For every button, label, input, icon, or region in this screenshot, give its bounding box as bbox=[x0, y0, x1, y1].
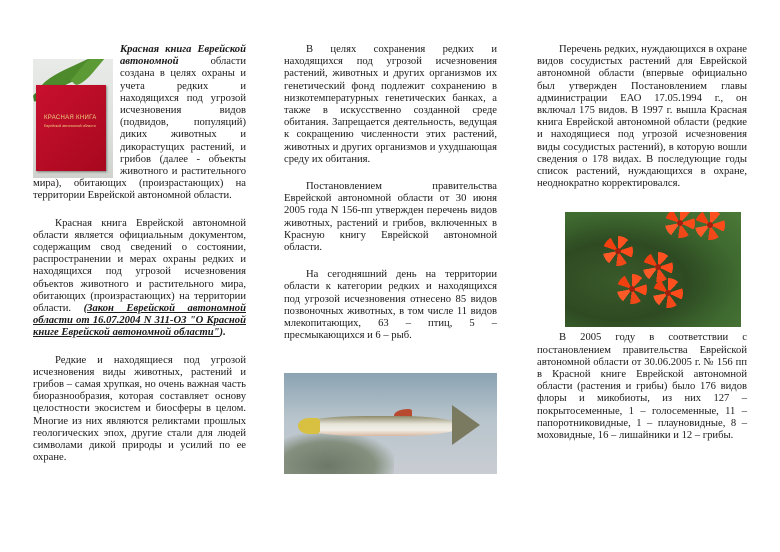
lily-flower bbox=[653, 278, 683, 308]
lily-flower bbox=[617, 274, 647, 304]
fish-tail bbox=[452, 405, 480, 445]
plant-list-history-paragraph: Перечень редких, нуждающихся в охране видов сосудистых растений для Еврейской автономной области (впервые официально был утвержден Постановлением главы администрации ЕАО 17.05.1994 г., он включал 175 видов. В 1997 г. вышла Красная книга Еврейской автономной области (редкие и находящиеся под угрозой исчезновения виды сосудистых растений), в которую вошли сведения о 178 видах. В последующие годы список растений, нуждающихся в охране, неоднократно корректировался. bbox=[537, 44, 747, 190]
lily-flower bbox=[665, 212, 695, 238]
law-open-paren: ( bbox=[83, 303, 88, 315]
vertebrates-paragraph: На сегодняшний день на территории области к категории редких и находящихся под угрозой исчезновения отнесено 85 видов позвоночных животных, в том числе 11 видов млекопитающих, 63 – птиц, 5 – пресмыкающихся и 6 – рыб. bbox=[284, 269, 497, 342]
law-link[interactable]: Закон Еврейской автономной области от 16.07.2004 N 311-ОЗ "О Красной книге Еврейской автономной области" bbox=[33, 303, 246, 339]
resolution-paragraph: Постановлением правительства Еврейской автономной области от 30 июня 2005 года N 156-пп утвержден перечень видов животных, растений и грибов, включенных в Красную книгу Еврейской автономной области. bbox=[284, 181, 497, 254]
intro-title-part1: Красная книга Еврейской bbox=[120, 44, 246, 55]
lily-flower bbox=[603, 236, 633, 266]
red-book-image bbox=[33, 59, 113, 178]
coral-plant bbox=[284, 432, 394, 474]
biodiversity-paragraph: Редкие и находящиеся под угрозой исчезновения виды животных, растений и грибов – самая хрупкая, но очень важная часть биоразнообразия, которая составляет основу целостности экосистем и биосферы в целом. Многие из них являются реликтами прошлых геологических эпох, другие стали для людей символами дикой природы и усилий по ее охране. bbox=[33, 354, 246, 464]
book-cover-title: КРАСНАЯ КНИГА bbox=[44, 115, 97, 121]
flora-2005-paragraph: В 2005 году в соответствии с постановлением правительства Еврейской автономной области от 30.06.2005 г. № 156 пп в Красной книге Еврейской автономной области (растения и грибы) было 176 видов флоры и микобиоты, из них 127 – покрытосеменные, 1 – голосеменные, 11 – папоротниковидные, 1 – плауновидные, 8 – моховидные, 16 – лишайники и 12 – грибы. bbox=[537, 332, 747, 442]
book-cover-subtitle: Еврейской автономной области bbox=[44, 124, 96, 128]
intro-text: области создана в целях охраны и учета редких и находящихся под угрозой исчезновения видов (подвидов, популяций) диких животных и дикорастущих растений, и грибов (далее - объекты животного и растительного мира), обитающих (произрастающих) на территории Еврейской автономной области. bbox=[33, 56, 246, 202]
book-cover bbox=[36, 85, 106, 171]
fish-body bbox=[298, 416, 458, 436]
lily-flowers-image bbox=[565, 212, 741, 327]
intro-title-part2: автономной bbox=[120, 56, 179, 68]
official-document-text: Красная книга Еврейской автономной области является официальным документом, содержащим свод сведений о состоянии, распространении и мерах охраны редких и находящихся под угрозой исчезновения объектов животного и растительного мира, обитающих (произрастающих) на территории области. bbox=[33, 217, 246, 315]
fish-head bbox=[298, 418, 320, 434]
column-2 bbox=[284, 44, 497, 342]
genetic-fund-paragraph: В целях сохранения редких и находящихся под угрозой исчезновения растений, животных и других организмов их генетический фонд подлежит сохранению в низкотемпературных генетических банках, а также в искусственно созданной среде обитания. Запрещается деятельность, ведущая к сокращению численности этих растений, животных и других организмов и ухудшающая среду их обитания. bbox=[284, 44, 497, 165]
official-document-paragraph bbox=[33, 218, 246, 340]
lily-flower bbox=[695, 212, 725, 240]
fish-image bbox=[284, 373, 497, 474]
law-close-paren: ). bbox=[219, 327, 226, 339]
